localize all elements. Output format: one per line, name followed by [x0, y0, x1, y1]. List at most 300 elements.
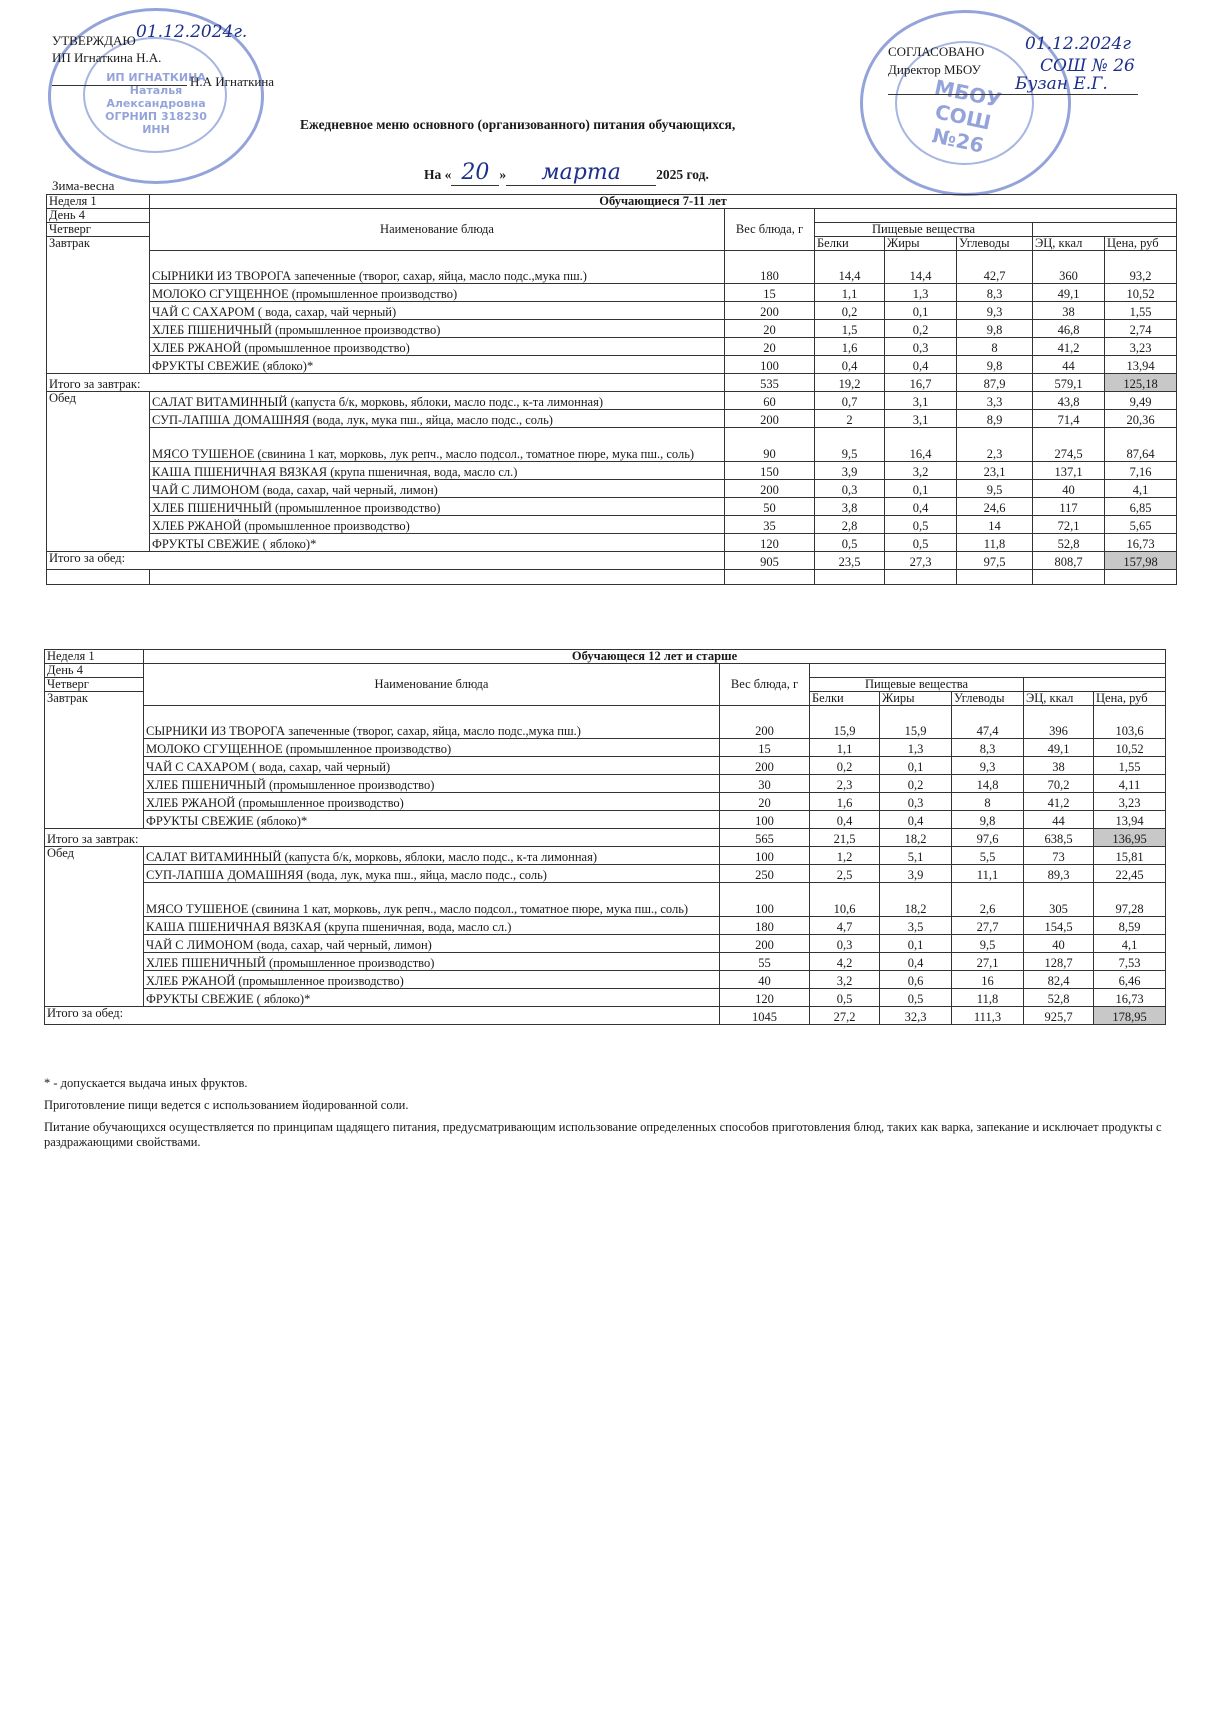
col-nutrients: Пищевые вещества	[810, 678, 1024, 692]
table-row	[47, 410, 1177, 428]
dish-energy: 49,1	[1024, 739, 1094, 757]
col-dish: Наименование блюда	[144, 664, 720, 706]
dish-weight: 200	[720, 706, 810, 739]
dish-protein: 1,1	[810, 739, 880, 757]
dish-carbs: 47,4	[952, 706, 1024, 739]
dish-name: СЫРНИКИ ИЗ ТВОРОГА запеченные (творог, сахар, яйца, масло подс.,мука пш.)	[144, 706, 720, 739]
lunch-total-energy: 808,7	[1033, 552, 1105, 570]
dish-weight: 90	[725, 428, 815, 462]
lunch-total-label: Итого за обед:	[47, 552, 725, 570]
table-row	[45, 811, 1166, 829]
table-row	[45, 757, 1166, 775]
dish-protein: 9,5	[815, 428, 885, 462]
dish-protein: 0,5	[810, 989, 880, 1007]
blank-cell	[1105, 570, 1177, 585]
dish-price: 4,11	[1094, 775, 1166, 793]
breakfast-total-energy: 638,5	[1024, 829, 1094, 847]
menu-table-7-11	[46, 194, 1177, 585]
col-fat: Жиры	[885, 237, 957, 251]
dish-price: 10,52	[1094, 739, 1166, 757]
dish-energy: 137,1	[1033, 462, 1105, 480]
dish-fat: 3,5	[880, 917, 952, 935]
dish-price: 13,94	[1105, 356, 1177, 374]
dish-price: 4,1	[1094, 935, 1166, 953]
dish-name: ЧАЙ С ЛИМОНОМ (вода, сахар, чай черный, лимон)	[144, 935, 720, 953]
group-title: Обучающеся 12 лет и старше	[144, 650, 1166, 664]
breakfast-total-price: 136,95	[1094, 829, 1166, 847]
dish-fat: 16,4	[885, 428, 957, 462]
dish-carbs: 11,8	[952, 989, 1024, 1007]
dish-weight: 20	[720, 793, 810, 811]
table-row	[45, 935, 1166, 953]
dish-price: 22,45	[1094, 865, 1166, 883]
approved-date: 01.12.2024г.	[136, 22, 248, 42]
meal-label-breakfast: Завтрак	[47, 237, 150, 374]
dish-energy: 72,1	[1033, 516, 1105, 534]
table-row	[45, 953, 1166, 971]
dish-weight: 200	[720, 757, 810, 775]
dish-protein: 3,8	[815, 498, 885, 516]
table-row	[45, 739, 1166, 757]
dish-energy: 360	[1033, 251, 1105, 284]
dish-name: ЧАЙ С САХАРОМ ( вода, сахар, чай черный)	[150, 302, 725, 320]
weekday-label: Четверг	[47, 223, 150, 237]
dish-protein: 2	[815, 410, 885, 428]
dish-weight: 30	[720, 775, 810, 793]
blank-cell	[1033, 570, 1105, 585]
dish-carbs: 9,5	[957, 480, 1033, 498]
dish-energy: 71,4	[1033, 410, 1105, 428]
season-label: Зима-весна	[52, 178, 115, 193]
dish-protein: 4,7	[810, 917, 880, 935]
table-row	[47, 428, 1177, 462]
table-row	[47, 462, 1177, 480]
dish-name: ХЛЕБ РЖАНОЙ (промышленное производство)	[150, 516, 725, 534]
dish-energy: 41,2	[1024, 793, 1094, 811]
agreed-date: 01.12.2024г	[1025, 34, 1131, 54]
approver-name: Н.А Игнаткина	[190, 74, 275, 89]
dish-name: ХЛЕБ ПШЕНИЧНЫЙ (промышленное производство)	[150, 320, 725, 338]
table-row	[47, 320, 1177, 338]
dish-protein: 0,7	[815, 392, 885, 410]
col-energy: ЭЦ, ккал	[1033, 237, 1105, 251]
dish-price: 103,6	[1094, 706, 1166, 739]
dish-name: САЛАТ ВИТАМИННЫЙ (капуста б/к, морковь, яблоки, масло подс., к-та лимонная)	[144, 847, 720, 865]
dish-name: КАША ПШЕНИЧНАЯ ВЯЗКАЯ (крупа пшеничная, вода, масло сл.)	[150, 462, 725, 480]
dish-weight: 100	[725, 356, 815, 374]
table-row	[47, 552, 1177, 570]
dish-energy: 38	[1024, 757, 1094, 775]
table-row	[45, 883, 1166, 917]
week-label: Неделя 1	[47, 195, 150, 209]
dish-energy: 44	[1024, 811, 1094, 829]
col-nutrients: Пищевые вещества	[815, 223, 1033, 237]
dish-price: 10,52	[1105, 284, 1177, 302]
dish-name: ФРУКТЫ СВЕЖИЕ ( яблоко)*	[150, 534, 725, 552]
table-row	[45, 829, 1166, 847]
table-row	[45, 664, 1166, 678]
dish-weight: 100	[720, 811, 810, 829]
agreed-by: Директор МБОУ	[888, 62, 981, 77]
dish-fat: 0,5	[880, 989, 952, 1007]
meal-label-lunch: Обед	[47, 392, 150, 552]
dish-price: 13,94	[1094, 811, 1166, 829]
dish-energy: 117	[1033, 498, 1105, 516]
lunch-total-energy: 925,7	[1024, 1007, 1094, 1025]
dish-protein: 1,2	[810, 847, 880, 865]
dish-name: МЯСО ТУШЕНОЕ (свинина 1 кат, морковь, лук репч., масло подсол., томатное пюре, мука пш., соль)	[150, 428, 725, 462]
dish-protein: 0,3	[815, 480, 885, 498]
dish-price: 6,46	[1094, 971, 1166, 989]
dish-name: СУП-ЛАПША ДОМАШНЯЯ (вода, лук, мука пш., яйца, масло подс., соль)	[150, 410, 725, 428]
dish-name: ФРУКТЫ СВЕЖИЕ ( яблоко)*	[144, 989, 720, 1007]
dish-price: 9,49	[1105, 392, 1177, 410]
dish-price: 1,55	[1094, 757, 1166, 775]
lunch-total-carbs: 111,3	[952, 1007, 1024, 1025]
table-row	[47, 374, 1177, 392]
group-title: Обучающиеся 7-11 лет	[150, 195, 1177, 209]
breakfast-total-carbs: 97,6	[952, 829, 1024, 847]
dish-energy: 70,2	[1024, 775, 1094, 793]
menu-table-12-plus	[44, 649, 1166, 1025]
dish-protein: 1,5	[815, 320, 885, 338]
dish-protein: 0,5	[815, 534, 885, 552]
agreed-sign-line	[888, 94, 1138, 95]
col-dish: Наименование блюда	[150, 209, 725, 251]
dish-weight: 120	[720, 989, 810, 1007]
table-row	[45, 793, 1166, 811]
day-label: День 4	[45, 664, 144, 678]
breakfast-total-protein: 21,5	[810, 829, 880, 847]
dish-name: ХЛЕБ РЖАНОЙ (промышленное производство)	[144, 793, 720, 811]
breakfast-total-carbs: 87,9	[957, 374, 1033, 392]
dish-weight: 180	[725, 251, 815, 284]
dish-carbs: 24,6	[957, 498, 1033, 516]
dish-weight: 200	[725, 410, 815, 428]
dish-carbs: 8	[952, 793, 1024, 811]
dish-fat: 0,3	[885, 338, 957, 356]
dish-weight: 15	[720, 739, 810, 757]
breakfast-total-label: Итого за завтрак:	[47, 374, 725, 392]
dish-carbs: 2,3	[957, 428, 1033, 462]
dish-name: ХЛЕБ ПШЕНИЧНЫЙ (промышленное производство)	[144, 775, 720, 793]
dish-fat: 3,9	[880, 865, 952, 883]
lunch-total-protein: 27,2	[810, 1007, 880, 1025]
dish-energy: 43,8	[1033, 392, 1105, 410]
dish-fat: 0,4	[880, 953, 952, 971]
dish-fat: 3,1	[885, 410, 957, 428]
dish-protein: 3,9	[815, 462, 885, 480]
dish-carbs: 9,8	[957, 356, 1033, 374]
dish-carbs: 9,3	[952, 757, 1024, 775]
dish-fat: 5,1	[880, 847, 952, 865]
dish-name: ХЛЕБ ПШЕНИЧНЫЙ (промышленное производство)	[144, 953, 720, 971]
dish-protein: 1,1	[815, 284, 885, 302]
dish-protein: 15,9	[810, 706, 880, 739]
dish-price: 5,65	[1105, 516, 1177, 534]
col-weight: Вес блюда, г	[720, 664, 810, 706]
blank-cell	[815, 570, 885, 585]
meal-label-breakfast: Завтрак	[45, 692, 144, 829]
date-mid: »	[499, 167, 507, 182]
dish-protein: 2,5	[810, 865, 880, 883]
approver-org: ИП Игнаткина Н.А.	[52, 50, 162, 65]
dish-fat: 0,3	[880, 793, 952, 811]
table-row	[45, 650, 1166, 664]
dish-energy: 128,7	[1024, 953, 1094, 971]
week-label: Неделя 1	[45, 650, 144, 664]
dish-weight: 60	[725, 392, 815, 410]
dish-carbs: 8	[957, 338, 1033, 356]
dish-energy: 41,2	[1033, 338, 1105, 356]
table-row	[45, 917, 1166, 935]
dish-energy: 46,8	[1033, 320, 1105, 338]
col-price: Цена, руб	[1105, 237, 1177, 251]
dish-weight: 180	[720, 917, 810, 935]
dish-fat: 0,1	[880, 935, 952, 953]
dish-weight: 120	[725, 534, 815, 552]
dish-protein: 4,2	[810, 953, 880, 971]
dish-protein: 1,6	[815, 338, 885, 356]
table-row	[47, 534, 1177, 552]
col-protein: Белки	[810, 692, 880, 706]
table-row	[45, 971, 1166, 989]
lunch-total-fat: 32,3	[880, 1007, 952, 1025]
dish-carbs: 14	[957, 516, 1033, 534]
dish-protein: 2,8	[815, 516, 885, 534]
dish-fat: 15,9	[880, 706, 952, 739]
breakfast-total-fat: 16,7	[885, 374, 957, 392]
dish-name: ЧАЙ С ЛИМОНОМ (вода, сахар, чай черный, лимон)	[150, 480, 725, 498]
dish-price: 3,23	[1105, 338, 1177, 356]
dish-protein: 0,4	[810, 811, 880, 829]
weekday-label: Четверг	[45, 678, 144, 692]
dish-price: 1,55	[1105, 302, 1177, 320]
dish-carbs: 11,1	[952, 865, 1024, 883]
lunch-total-weight: 905	[725, 552, 815, 570]
dish-fat: 18,2	[880, 883, 952, 917]
table-row	[47, 498, 1177, 516]
dish-price: 16,73	[1094, 989, 1166, 1007]
dish-energy: 89,3	[1024, 865, 1094, 883]
dish-fat: 0,1	[880, 757, 952, 775]
dish-name: ХЛЕБ РЖАНОЙ (промышленное производство)	[144, 971, 720, 989]
dish-name: СУП-ЛАПША ДОМАШНЯЯ (вода, лук, мука пш., яйца, масло подс., соль)	[144, 865, 720, 883]
dish-weight: 200	[720, 935, 810, 953]
dish-fat: 0,4	[885, 498, 957, 516]
agreed-school: СОШ № 26	[1040, 56, 1135, 76]
col-carbs: Углеводы	[957, 237, 1033, 251]
dish-price: 6,85	[1105, 498, 1177, 516]
dish-carbs: 27,1	[952, 953, 1024, 971]
table-row	[45, 865, 1166, 883]
approved-label: УТВЕРЖДАЮ	[52, 33, 136, 48]
dish-price: 4,1	[1105, 480, 1177, 498]
table-row	[47, 392, 1177, 410]
dish-weight: 40	[720, 971, 810, 989]
dish-weight: 200	[725, 480, 815, 498]
dish-name: СЫРНИКИ ИЗ ТВОРОГА запеченные (творог, сахар, яйца, масло подс.,мука пш.)	[150, 251, 725, 284]
dish-price: 2,74	[1105, 320, 1177, 338]
dish-carbs: 5,5	[952, 847, 1024, 865]
dish-weight: 100	[720, 847, 810, 865]
approver-sign-line	[52, 85, 187, 86]
dish-protein: 1,6	[810, 793, 880, 811]
dish-energy: 40	[1024, 935, 1094, 953]
blank-cell	[150, 570, 725, 585]
table-row	[45, 775, 1166, 793]
dish-weight: 20	[725, 338, 815, 356]
dish-energy: 274,5	[1033, 428, 1105, 462]
dish-fat: 0,4	[885, 356, 957, 374]
dish-fat: 0,2	[885, 320, 957, 338]
table-row	[47, 516, 1177, 534]
dish-energy: 38	[1033, 302, 1105, 320]
dish-protein: 0,2	[810, 757, 880, 775]
dish-protein: 14,4	[815, 251, 885, 284]
breakfast-total-protein: 19,2	[815, 374, 885, 392]
table-row	[47, 209, 1177, 223]
dish-fat: 0,4	[880, 811, 952, 829]
dish-protein: 2,3	[810, 775, 880, 793]
dish-weight: 50	[725, 498, 815, 516]
dish-protein: 0,2	[815, 302, 885, 320]
breakfast-total-fat: 18,2	[880, 829, 952, 847]
dish-price: 3,23	[1094, 793, 1166, 811]
dish-fat: 1,3	[885, 284, 957, 302]
blank-cell	[1033, 223, 1177, 237]
footnote-fruit: * - допускается выдача иных фруктов.	[44, 1076, 248, 1090]
date-line	[424, 160, 709, 186]
date-prefix: На «	[424, 167, 452, 182]
stamp-left-text: ИП ИГНАТКИНА Наталья Александровна ОГРНИП 318230 ИНН	[105, 71, 207, 136]
dish-protein: 0,3	[810, 935, 880, 953]
dish-carbs: 8,3	[957, 284, 1033, 302]
dish-fat: 3,1	[885, 392, 957, 410]
dish-price: 7,53	[1094, 953, 1166, 971]
footnote-diet: Питание обучающихся осуществляется по принципам щадящего питания, предусматривающим использование определенных способов приготовления блюд, таких как варка, запекание и исключает продукты с раздражающими свойствами.	[44, 1120, 1162, 1149]
blank-cell	[810, 664, 1166, 678]
lunch-total-price: 157,98	[1105, 552, 1177, 570]
agreed-label: СОГЛАСОВАНО	[888, 44, 985, 59]
breakfast-total-price: 125,18	[1105, 374, 1177, 392]
dish-carbs: 3,3	[957, 392, 1033, 410]
dish-energy: 52,8	[1024, 989, 1094, 1007]
dish-fat: 14,4	[885, 251, 957, 284]
dish-carbs: 9,3	[957, 302, 1033, 320]
dish-price: 7,16	[1105, 462, 1177, 480]
dish-carbs: 2,6	[952, 883, 1024, 917]
dish-carbs: 23,1	[957, 462, 1033, 480]
lunch-total-protein: 23,5	[815, 552, 885, 570]
blank-cell	[957, 570, 1033, 585]
lunch-total-fat: 27,3	[885, 552, 957, 570]
dish-fat: 0,1	[885, 480, 957, 498]
dish-protein: 3,2	[810, 971, 880, 989]
blank-cell	[885, 570, 957, 585]
stamp-right-text: МБОУ СОШ №26	[930, 74, 1004, 158]
lunch-total-carbs: 97,5	[957, 552, 1033, 570]
dish-price: 93,2	[1105, 251, 1177, 284]
dish-price: 87,64	[1105, 428, 1177, 462]
table-row	[45, 989, 1166, 1007]
dish-weight: 250	[720, 865, 810, 883]
col-weight: Вес блюда, г	[725, 209, 815, 251]
blank-cell	[47, 570, 150, 585]
table-row	[47, 251, 1177, 284]
dish-energy: 49,1	[1033, 284, 1105, 302]
blank-cell	[725, 570, 815, 585]
dish-energy: 305	[1024, 883, 1094, 917]
table-row	[47, 480, 1177, 498]
dish-weight: 55	[720, 953, 810, 971]
dish-carbs: 11,8	[957, 534, 1033, 552]
dish-energy: 52,8	[1033, 534, 1105, 552]
dish-name: ХЛЕБ ПШЕНИЧНЫЙ (промышленное производство)	[150, 498, 725, 516]
dish-carbs: 9,8	[952, 811, 1024, 829]
dish-carbs: 9,5	[952, 935, 1024, 953]
page-title: Ежедневное меню основного (организованного) питания обучающихся,	[300, 117, 736, 132]
dish-fat: 0,1	[885, 302, 957, 320]
dish-carbs: 42,7	[957, 251, 1033, 284]
dish-protein: 0,4	[815, 356, 885, 374]
dish-price: 97,28	[1094, 883, 1166, 917]
dish-weight: 15	[725, 284, 815, 302]
blank-cell	[1024, 678, 1166, 692]
dish-weight: 35	[725, 516, 815, 534]
dish-name: ФРУКТЫ СВЕЖИЕ (яблоко)*	[150, 356, 725, 374]
table-row	[47, 284, 1177, 302]
dish-carbs: 9,8	[957, 320, 1033, 338]
dish-carbs: 8,9	[957, 410, 1033, 428]
dish-carbs: 16	[952, 971, 1024, 989]
dish-weight: 20	[725, 320, 815, 338]
dish-weight: 100	[720, 883, 810, 917]
table-row	[47, 338, 1177, 356]
dish-name: ФРУКТЫ СВЕЖИЕ (яблоко)*	[144, 811, 720, 829]
dish-carbs: 27,7	[952, 917, 1024, 935]
dish-fat: 0,2	[880, 775, 952, 793]
footnote-salt: Приготовление пищи ведется с использованием йодированной соли.	[44, 1098, 409, 1112]
dish-name: МОЛОКО СГУЩЕННОЕ (промышленное производство)	[150, 284, 725, 302]
breakfast-total-weight: 535	[725, 374, 815, 392]
table-row	[45, 1007, 1166, 1025]
table-row	[47, 356, 1177, 374]
dish-name: КАША ПШЕНИЧНАЯ ВЯЗКАЯ (крупа пшеничная, вода, масло сл.)	[144, 917, 720, 935]
dish-fat: 0,5	[885, 516, 957, 534]
agreed-signature: Бузан Е.Г.	[1015, 74, 1108, 94]
table-row	[45, 847, 1166, 865]
dish-energy: 396	[1024, 706, 1094, 739]
dish-energy: 40	[1033, 480, 1105, 498]
dish-fat: 3,2	[885, 462, 957, 480]
breakfast-total-energy: 579,1	[1033, 374, 1105, 392]
dish-weight: 200	[725, 302, 815, 320]
dish-name: ЧАЙ С САХАРОМ ( вода, сахар, чай черный)	[144, 757, 720, 775]
lunch-total-weight: 1045	[720, 1007, 810, 1025]
breakfast-total-label: Итого за завтрак:	[45, 829, 720, 847]
breakfast-total-weight: 565	[720, 829, 810, 847]
meal-label-lunch: Обед	[45, 847, 144, 1007]
col-fat: Жиры	[880, 692, 952, 706]
dish-energy: 73	[1024, 847, 1094, 865]
lunch-total-label: Итого за обед:	[45, 1007, 720, 1025]
dish-price: 20,36	[1105, 410, 1177, 428]
dish-energy: 44	[1033, 356, 1105, 374]
col-energy: ЭЦ, ккал	[1024, 692, 1094, 706]
dish-carbs: 8,3	[952, 739, 1024, 757]
day-label: День 4	[47, 209, 150, 223]
